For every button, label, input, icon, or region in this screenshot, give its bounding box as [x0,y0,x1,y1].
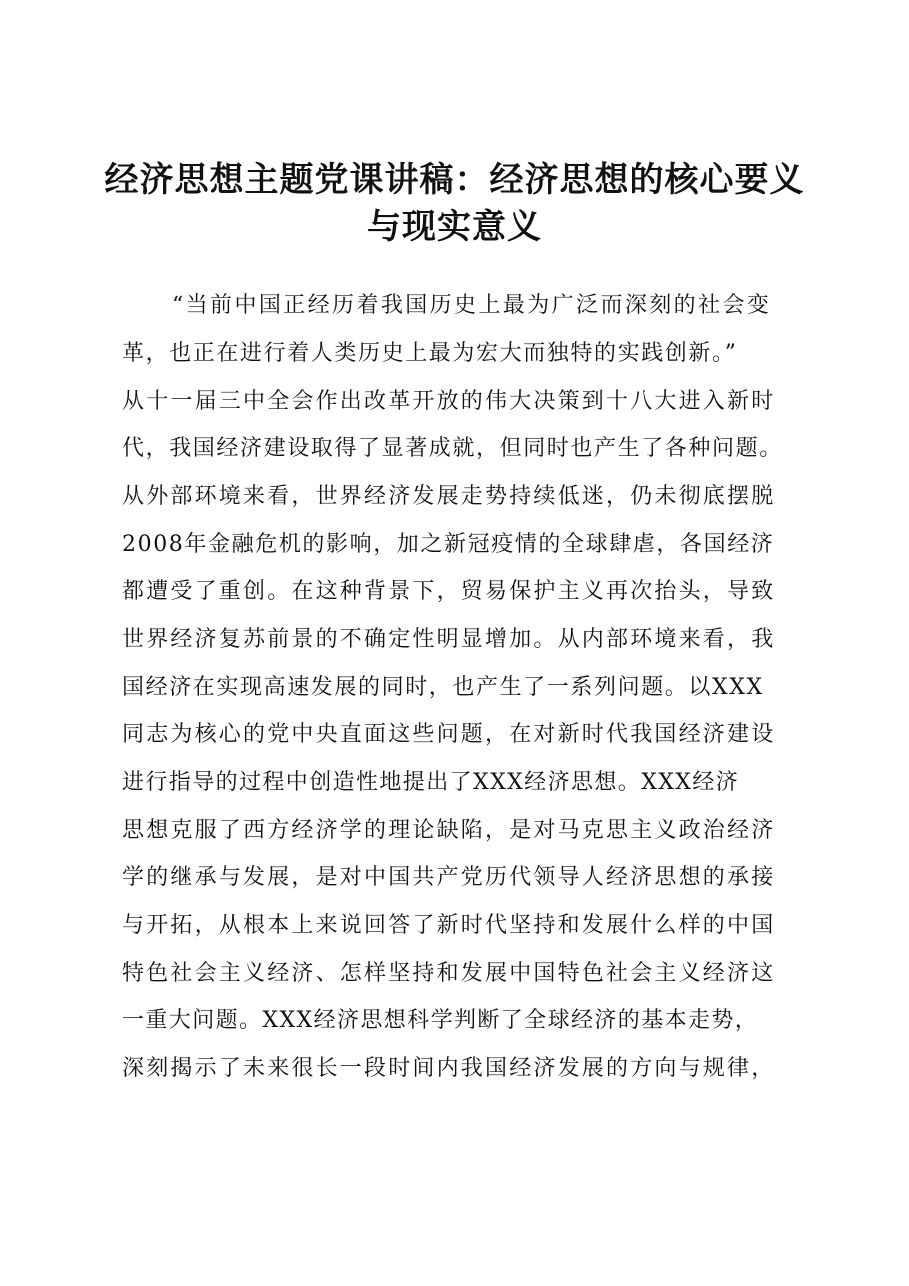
body-line-6: 2008年金融危机的影响，加之新冠疫情的全球肆虐，各国经济 [122,532,775,557]
document-title-line-2: 与现实意义 [367,207,542,247]
body-line-17: 深刻揭示了未来很长一段时间内我国经济发展的方向与规律， [122,1056,776,1081]
body-line-3: 从十一届三中全会作出改革开放的伟大决策到十八大进入新时 [122,389,776,414]
body-line-9: 国经济在实现高速发展的同时，也产生了一系列问题。以XXX [122,675,764,700]
body-line-7: 都遭受了重创。在这种背景下，贸易保护主义再次抬头，导致 [122,579,776,604]
body-line-4: 代，我国经济建设取得了显著成就，但同时也产生了各种问题。 [122,436,783,461]
body-line-13: 学的继承与发展，是对中国共产党历代领导人经济思想的承接 [122,865,776,890]
body-line-10: 同志为核心的党中央直面这些问题，在对新时代我国经济建设 [122,722,776,747]
document-title-line-1: 经济思想主题党课讲稿：经济思想的核心要义 [104,160,805,200]
body-line-8: 世界经济复苏前景的不确定性明显增加。从内部环境来看，我 [122,627,776,652]
body-line-16: 一重大问题。XXX经济思想科学判断了全球经济的基本走势， [122,1008,759,1033]
body-line-2: 革，也正在进行着人类历史上最为宏大而独特的实践创新。” [122,341,738,366]
body-line-1: “当前中国正经历着我国历史上最为广泛而深刻的社会变 [172,293,772,318]
body-line-14: 与开拓，从根本上来说回答了新时代坚持和发展什么样的中国 [122,913,776,938]
body-line-5: 从外部环境来看，世界经济发展走势持续低迷，仍未彻底摆脱 [122,484,776,509]
body-line-11: 进行指导的过程中创造性地提出了XXX经济思想。XXX经济 [122,770,740,795]
body-line-15: 特色社会主义经济、怎样坚持和发展中国特色社会主义经济这 [122,961,776,986]
body-line-12: 思想克服了西方经济学的理论缺陷，是对马克思主义政治经济 [122,818,776,843]
